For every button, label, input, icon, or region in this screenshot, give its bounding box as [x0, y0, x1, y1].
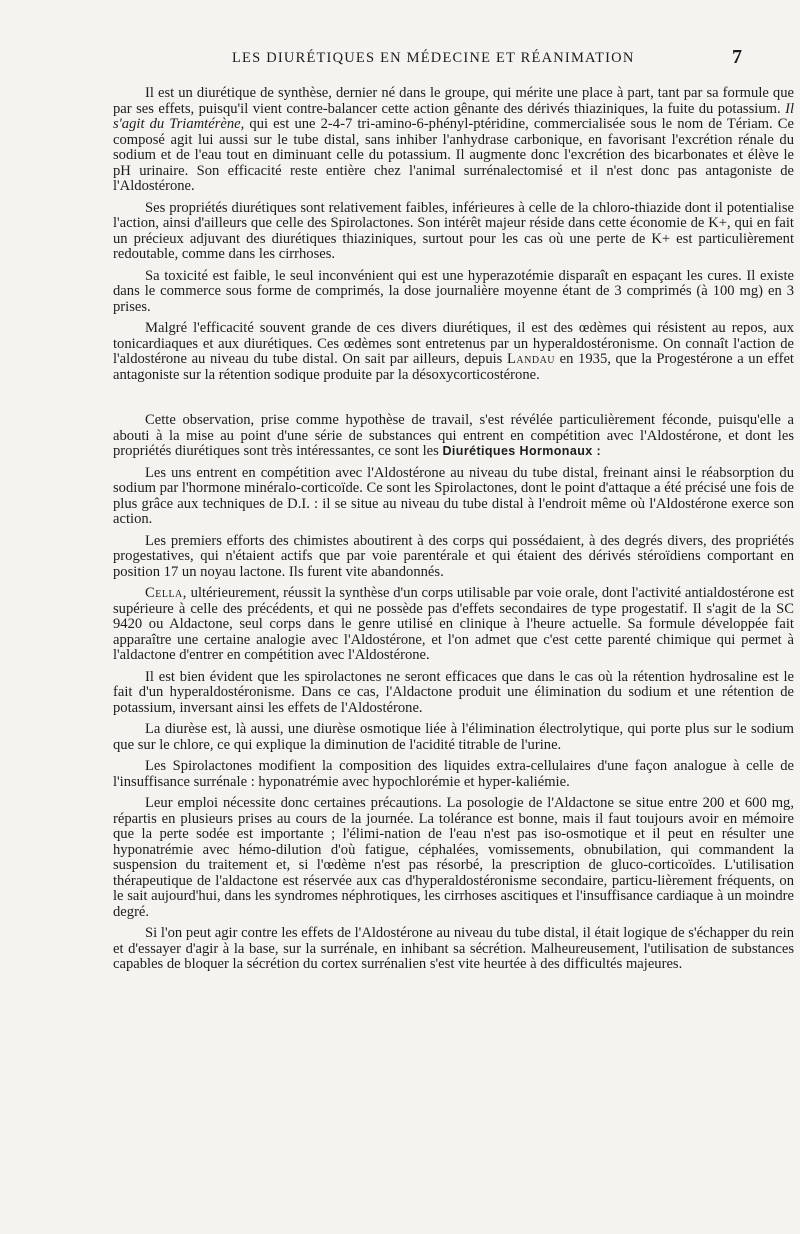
paragraph-3: Sa toxicité est faible, le seul inconvénient qui est une hyperazotémie disparaît en espaçant les cures. Il existe dans le commerce sous forme de comprimés, la dose journalière moyenne étant de 3 comprimés (à 100 mg) en 3 prises.	[113, 267, 794, 315]
paragraph-1	[113, 86, 794, 195]
paragraph-1-text-c: qui est une 2-4-7 tri-amino-6-phényl-ptéridine, commercialisée sous le nom de Tériam. Ce composé agit lui aussi sur le tube distal, sans inhiber l'anhydrase carbonique, en favorisant l'excrétion rénale du sodium et de l'eau tout en diminuant celle du potassium. Il augmente donc l'excrétion des bicarbonates et élève le pH urinaire. Son efficacité reste entière chez l'animal surrénalectomisé et il n'est donc pas antagoniste de l'Aldostérone.	[113, 116, 794, 194]
paragraph-13: Si l'on peut agir contre les effets de l'Aldostérone au niveau du tube distal, il était logique de s'échapper du rein et d'essayer d'agir à la base, sur la surrénale, en inhibant sa sécrétion. Malheureusement, l'utilisation de substances capables de bloquer la sécrétion du cortex surrénalien s'est vite heurtée à des difficultés majeures.	[113, 925, 794, 972]
body-text	[113, 86, 794, 979]
paragraph-2: Ses propriétés diurétiques sont relativement faibles, inférieures à celle de la chloro-thiazide dont il potentialise l'action, ainsi d'ailleurs que celle des Spirolactones. Son intérêt majeur réside dans cette économie de K+, qui en fait un précieux adjuvant des diurétiques thiaziniques, surtout pour les cas où une perte de K+ est particulièrement redoutable, comme dans les cirrhoses.	[113, 199, 794, 262]
page-header	[112, 46, 742, 72]
paragraph-5	[113, 413, 794, 460]
paragraph-4-text-b: en 1935, que la Progestérone a un effet antagoniste sur la rétention sodique produite par la désoxycorticostérone.	[113, 351, 794, 383]
section-term-diuretiques-hormonaux: Diurétiques Hormonaux :	[442, 444, 602, 458]
running-title: LES DIURÉTIQUES EN MÉDECINE ET RÉANIMATION	[232, 50, 635, 66]
paragraph-1-emphasis: Il s'agit du Triamtérène,	[113, 100, 794, 132]
paragraph-5-text: Cette observation, prise comme hypothèse de travail, s'est révélée particulièrement féconde, puisqu'elle a abouti à la mise au point d'une série de substances qui entrent en compétition avec l'Aldostérone, et dont les propriétés diurétiques sont très intéressantes, ce sont les	[113, 412, 794, 459]
author-name-cella: Cella,	[145, 585, 187, 601]
page-number: 7	[732, 46, 742, 68]
author-name-landau: Landau	[506, 351, 556, 367]
paragraph-12: Leur emploi nécessite donc certaines précautions. La posologie de l'Aldactone se situe entre 200 et 600 mg, répartis en plusieurs prises au cours de la journée. La tolérance est bonne, mais il faut toujours avoir en mémoire que la perte sodée est importante ; l'élimi-nation de l'eau n'est pas iso-osmotique et il peut en résulter une hyponatrémie avec hémo-dilution d'où fatigue, céphalées, vomissements, obnubilation, qui commandent la suspension du traitement et, si l'œdème n'est pas résorbé, la prescription de gluco-corticoïdes. L'utilisation thérapeutique de l'aldactone est réservée aux cas d'hyperaldostéronisme secondaire, particu-lièrement fréquents, on le sait aujourd'hui, dans les syndromes néphrotiques, les cirrhoses ascitiques et l'insuffisance cardiaque à un moindre degré.	[113, 795, 794, 920]
paragraph-4	[113, 321, 794, 383]
paragraph-9: Il est bien évident que les spirolactones ne seront efficaces que dans le cas où la rétention hydrosaline est le fait d'un hyperaldostéronisme. Dans ce cas, l'Aldactone produit une élimination du sodium et une rétention de potassium, inversant ainsi les effets de l'Aldostérone.	[113, 668, 794, 716]
paragraph-11: Les Spirolactones modifient la composition des liquides extra-cellulaires d'une façon analogue à celle de l'insuffisance surrénale : hyponatrémie avec hypochlorémie et hyper-kaliémie.	[113, 758, 794, 790]
paragraph-4-text-a: Malgré l'efficacité souvent grande de ces divers diurétiques, il est des œdèmes qui résistent au repos, aux tonicardiaques et aux diurétiques. Ces œdèmes sont entretenus par un hyperaldostéronisme. On connaît l'action de l'aldostérone au niveau du tube distal. On sait par ailleurs, depuis	[113, 320, 794, 367]
paragraph-1-text-a: Il est un diurétique de synthèse, dernier né dans le groupe, qui mérite une place à part, tant par sa formule que par ses effets, puisqu'il vient contre-balancer cette action gênante des dérivés thiaziniques, la fuite du potassium.	[113, 85, 794, 117]
paragraph-6: Les uns entrent en compétition avec l'Aldostérone au niveau du tube distal, freinant ainsi le réabsorption du sodium par l'hormone minéralo-corticoïde. Ce sont les Spirolactones, dont le point d'attaque a été précisé une fois de plus grâce aux techniques de D.I. : il se situe au niveau du tube distal à l'endroit même où l'Aldostérone exerce son action.	[113, 464, 794, 527]
paragraph-8	[113, 586, 794, 664]
paragraph-8-text: ultérieurement, réussit la synthèse d'un corps utilisable par voie orale, dont l'activité antialdostérone est supérieure à celle des précédents, et qui ne possède pas d'effets secondaires de type progestatif. Il s'agit de la SC 9420 ou Aldactone, seul corps dans le genre utilisé en clinique à l'heure actuelle. Sa formule développée fait apparaître une certaine analogie avec l'Aldostérone, et l'on admet que c'est cette parenté chimique qui permet à l'aldactone d'entrer en compétition avec l'Aldostérone.	[113, 585, 794, 663]
paragraph-10: La diurèse est, là aussi, une diurèse osmotique liée à l'élimination électrolytique, qui porte plus sur le sodium que sur le chlore, ce qui explique la diminution de l'acidité titrable de l'urine.	[113, 721, 794, 753]
paragraph-7: Les premiers efforts des chimistes aboutirent à des corps qui possédaient, à des degrés divers, des propriétés progestatives, qui n'étaient actifs que par voie parentérale et qui étaient des dérivés stéroïdiens comportant en position 17 un noyau lactone. Ils furent vite abandonnés.	[113, 532, 794, 580]
